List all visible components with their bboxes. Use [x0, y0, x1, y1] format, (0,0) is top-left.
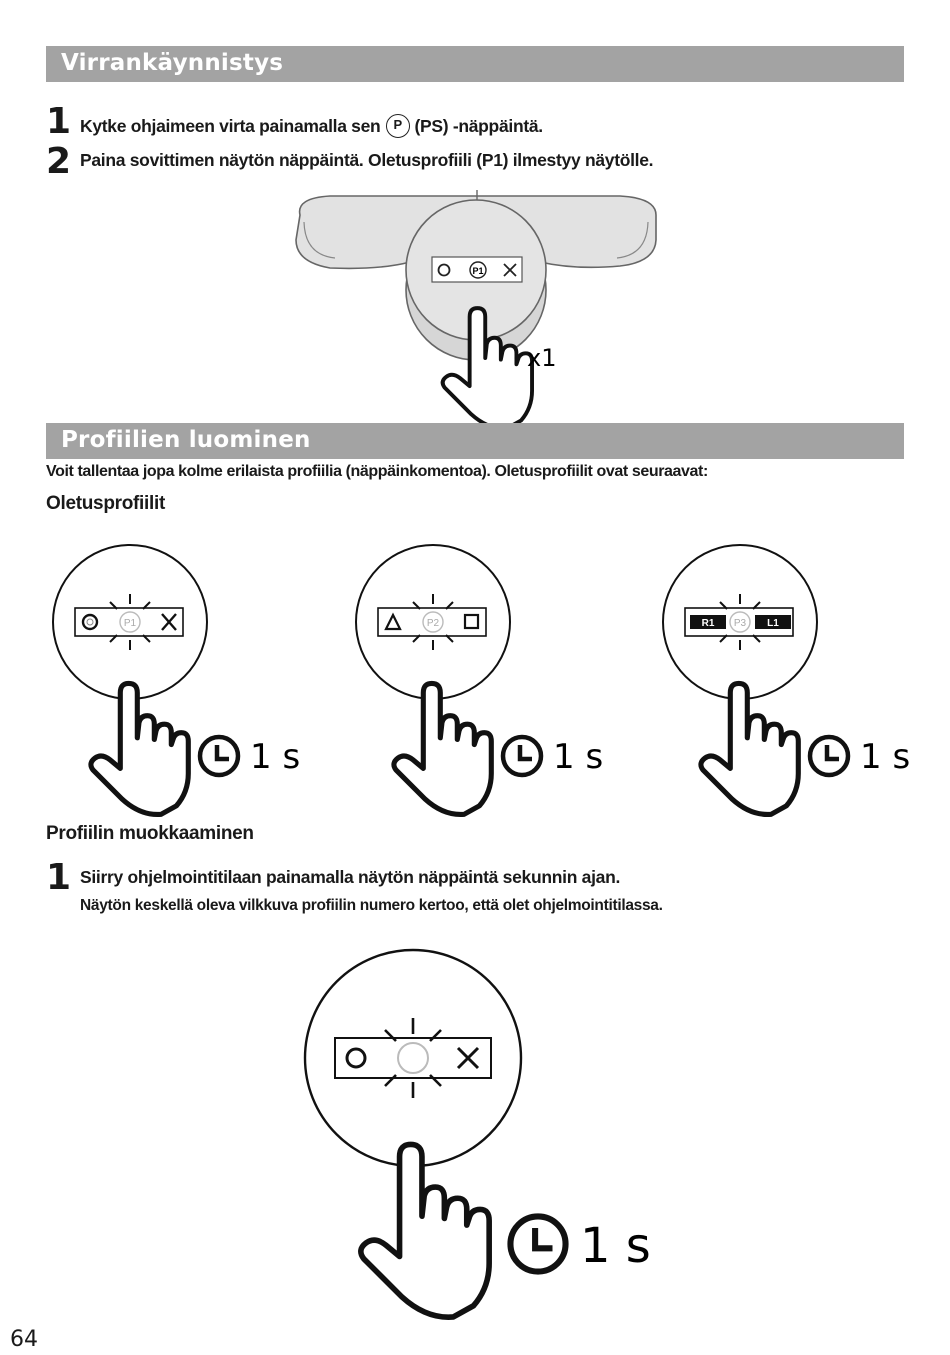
profile-label: P1 [123, 618, 137, 629]
profile-p1-figure [53, 545, 300, 814]
step-number: 2 [46, 141, 72, 182]
profile-p3-figure [663, 545, 910, 814]
adapter-figure [0, 0, 950, 420]
section-header-create-profiles [46, 423, 904, 459]
hand-press-icon [91, 683, 188, 814]
hand-press-icon [361, 1144, 489, 1317]
hand-press-icon [394, 683, 491, 814]
intro-text: Voit tallentaa jopa kolme erilaista profiilia (näppäinkomentoa). Oletusprofiilit ovat seuraavat: [46, 463, 708, 480]
step-2-text: Paina sovittimen näytön näppäintä. Oletusprofiili (P1) ilmestyy näytölle. [80, 150, 654, 170]
duration-label: 1 s [250, 737, 301, 777]
default-profiles-figure [0, 530, 950, 810]
profile-label: P3 [733, 618, 747, 629]
page-number: 64 [10, 1327, 38, 1352]
profile-p2-figure [356, 545, 603, 814]
clock-icon [510, 1216, 565, 1271]
edit-step-note: Näytön keskellä oleva vilkkuva profiilin numero kertoo, että olet ohjelmointitilassa. [80, 897, 663, 914]
section-title: Virrankäynnistys [61, 50, 284, 76]
clock-icon [503, 737, 541, 775]
duration-label: 1 s [860, 737, 911, 777]
step-number: 1 [46, 101, 72, 142]
display-profile: P1 [472, 266, 484, 276]
section-title: Profiilien luominen [61, 427, 311, 453]
profile-label: P2 [426, 618, 440, 629]
clock-icon [810, 737, 848, 775]
clock-icon [200, 737, 238, 775]
press-count: x1 [527, 344, 557, 372]
duration-label: 1 s [580, 1218, 651, 1274]
duration-label: 1 s [553, 737, 604, 777]
hand-press-icon [701, 683, 798, 814]
default-profiles-heading: Oletusprofiilit [46, 493, 166, 514]
edit-profile-heading: Profiilin muokkaaminen [46, 823, 254, 844]
left-button-label: R1 [701, 618, 715, 629]
step-1-text: Kytke ohjaimeen virta painamalla senP (PS) -näppäintä. [80, 114, 543, 138]
edit-step-text: Siirry ohjelmointitilaan painamalla näytön näppäintä sekunnin ajan. [80, 867, 621, 887]
programming-mode-figure [0, 940, 950, 1310]
right-button-label: L1 [767, 618, 779, 629]
step-number: 1 [46, 857, 72, 898]
